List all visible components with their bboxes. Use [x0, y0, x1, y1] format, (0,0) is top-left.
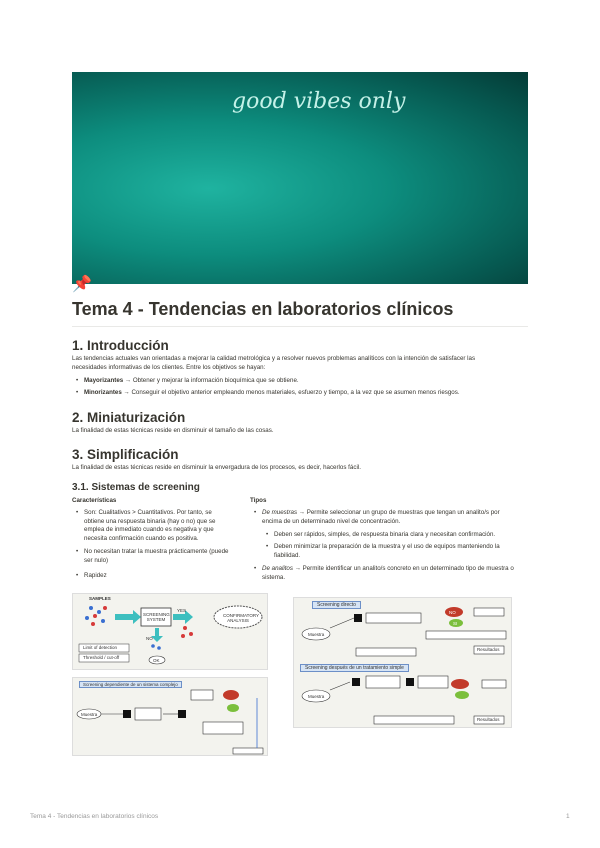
- footer-title: Tema 4 - Tendencias en laboratorios clínicos: [30, 813, 159, 820]
- screening-box-label: SCREENING SYSTEM: [143, 612, 170, 622]
- item-bold: Minorizantes: [84, 389, 122, 396]
- no-label: NO: [449, 610, 456, 615]
- page-title: Tema 4 - Tendencias en laboratorios clínicos: [72, 299, 454, 319]
- results-label-2: Resultados: [477, 717, 500, 722]
- line: → Permite seleccionar un grupo de muestras que tengan un analito/s por: [297, 509, 500, 516]
- list-item: • Rapidez: [76, 572, 107, 579]
- diagram-2-title: Screening dependiente de un sistema complejo: [79, 681, 182, 688]
- diagram-2-graphic: [73, 678, 267, 755]
- line: emplea de inmediato cuando es negativa y que: [84, 526, 214, 534]
- diagram-3-graphic: [294, 598, 511, 727]
- line: ser nulo): [84, 556, 109, 564]
- list-item: • De analitos → Permite identificar un analito/s concreto en un determinado tipo de muestra o sistema.: [262, 565, 528, 582]
- line: encima de un determinado nivel de concentración.: [262, 517, 401, 525]
- muestra-label-1: Muestra: [308, 632, 325, 637]
- legend-2: Threshold / cut-off: [83, 655, 120, 660]
- list-item: • De muestras → Permite seleccionar un grupo de muestras que tengan un analito/s por encima de un determinado nivel de concentración.: [262, 509, 528, 526]
- line: No necesitan tratar la muestra prácticamente (puede: [84, 548, 229, 555]
- emphasis: De analitos: [262, 565, 293, 572]
- item-bold: Mayorizantes: [84, 377, 124, 384]
- line: obtiene una respuesta binaria (hay o no) que se: [84, 517, 216, 525]
- mini-paragraph: La finalidad de estas técnicas reside en disminuir el tamaño de las cosas.: [72, 427, 274, 434]
- samples-label: SAMPLES: [89, 596, 111, 601]
- treated-screening-title: Screening después de un tratamiento simple: [300, 664, 409, 672]
- pin-icon: 📌: [72, 276, 92, 293]
- line: → Permite identificar un analito/s concreto en un determinado tipo de muestra o: [292, 565, 514, 572]
- sample-label: Muestra: [81, 712, 98, 717]
- muestra-label-2: Muestra: [308, 694, 325, 699]
- intro-paragraph-1: Las tendencias actuales van orientadas a mejorar la calidad metrológica y a resolver nuevos problemas analíticos con la intención de satisfacer las: [72, 355, 476, 362]
- types-heading: Tipos: [250, 497, 267, 504]
- intro-paragraph-2: necesidades informativas de los clientes. Entre los objetivos se hayan:: [72, 364, 266, 371]
- item-text: → Obtener y mejorar la información bioquímica que se obtiene.: [123, 377, 299, 384]
- line: fiabilidad.: [274, 551, 301, 559]
- list-item: • No necesitan tratar la muestra prácticamente (puede ser nulo): [84, 548, 249, 565]
- results-label-1: Resultados: [477, 647, 500, 652]
- line: Deben minimizar la preparación de la muestra y el uso de equipos manteniendo la: [274, 543, 500, 550]
- cover-image: [72, 72, 528, 284]
- line: Son: Cualitativos > Cuantitativos. Por tanto, se: [84, 509, 212, 516]
- neon-text: good vibes only: [232, 89, 406, 114]
- item-text: → Conseguir el objetivo anterior empleando menos materiales, esfuerzo y tiempo, a la vez que se asumen menos riesgos.: [121, 389, 460, 396]
- direct-screening-title: Screening directo: [312, 601, 361, 609]
- emphasis: De muestras: [262, 509, 298, 516]
- section-heading-mini: 2. Miniaturización: [72, 410, 186, 425]
- confirm-label: CONFIRMATORY ANALYSIS: [223, 613, 260, 623]
- characteristics-heading: Características: [72, 497, 117, 504]
- si-label: SI: [453, 621, 458, 626]
- ok-label: OK: [153, 658, 160, 663]
- neon-sign: [222, 80, 406, 160]
- yes-label: YES: [177, 608, 187, 613]
- section-heading-intro: 1. Introducción: [72, 338, 169, 353]
- line: Rapidez: [84, 572, 107, 579]
- sub-list-item: • Deben minimizar la preparación de la muestra y el uso de equipos manteniendo la fiabilidad.: [274, 543, 528, 560]
- no-label: NO: [146, 636, 153, 641]
- line: sistema.: [262, 573, 286, 581]
- diagram-screening-types: [293, 597, 512, 728]
- section-heading-simp: 3. Simplificación: [72, 447, 179, 462]
- divider: [72, 326, 528, 327]
- line: Deben ser rápidos, simples, de respuesta binaria clara y necesitan confirmación.: [274, 531, 496, 538]
- page-number: 1: [566, 813, 570, 820]
- legend-1: Limit of detection: [83, 645, 118, 650]
- list-item: • Minorizantes → Conseguir el objetivo anterior empleando menos materiales, esfuerzo y tiempo, a la vez que se asumen menos riesgos.: [76, 389, 460, 396]
- diagram-complex-screening: [72, 677, 268, 756]
- sub-list-item: • Deben ser rápidos, simples, de respuesta binaria clara y necesitan confirmación.: [266, 531, 496, 538]
- list-item: • Son: Cualitativos > Cuantitativos. Por tanto, se obtiene una respuesta binaria (hay o no) que se emplea de inmediato cuando es negativa y que necesita confirmación cuando es positiva.: [84, 509, 249, 543]
- diagram-screening-flow: [72, 593, 268, 670]
- simp-paragraph: La finalidad de estas técnicas reside en disminuir la envergadura de los procesos, es decir, hacerlos fácil.: [72, 464, 361, 471]
- subsection-heading: 3.1. Sistemas de screening: [72, 482, 200, 493]
- line: necesita confirmación cuando es positiva.: [84, 534, 199, 542]
- list-item: • Mayorizantes → Obtener y mejorar la información bioquímica que se obtiene.: [76, 377, 299, 384]
